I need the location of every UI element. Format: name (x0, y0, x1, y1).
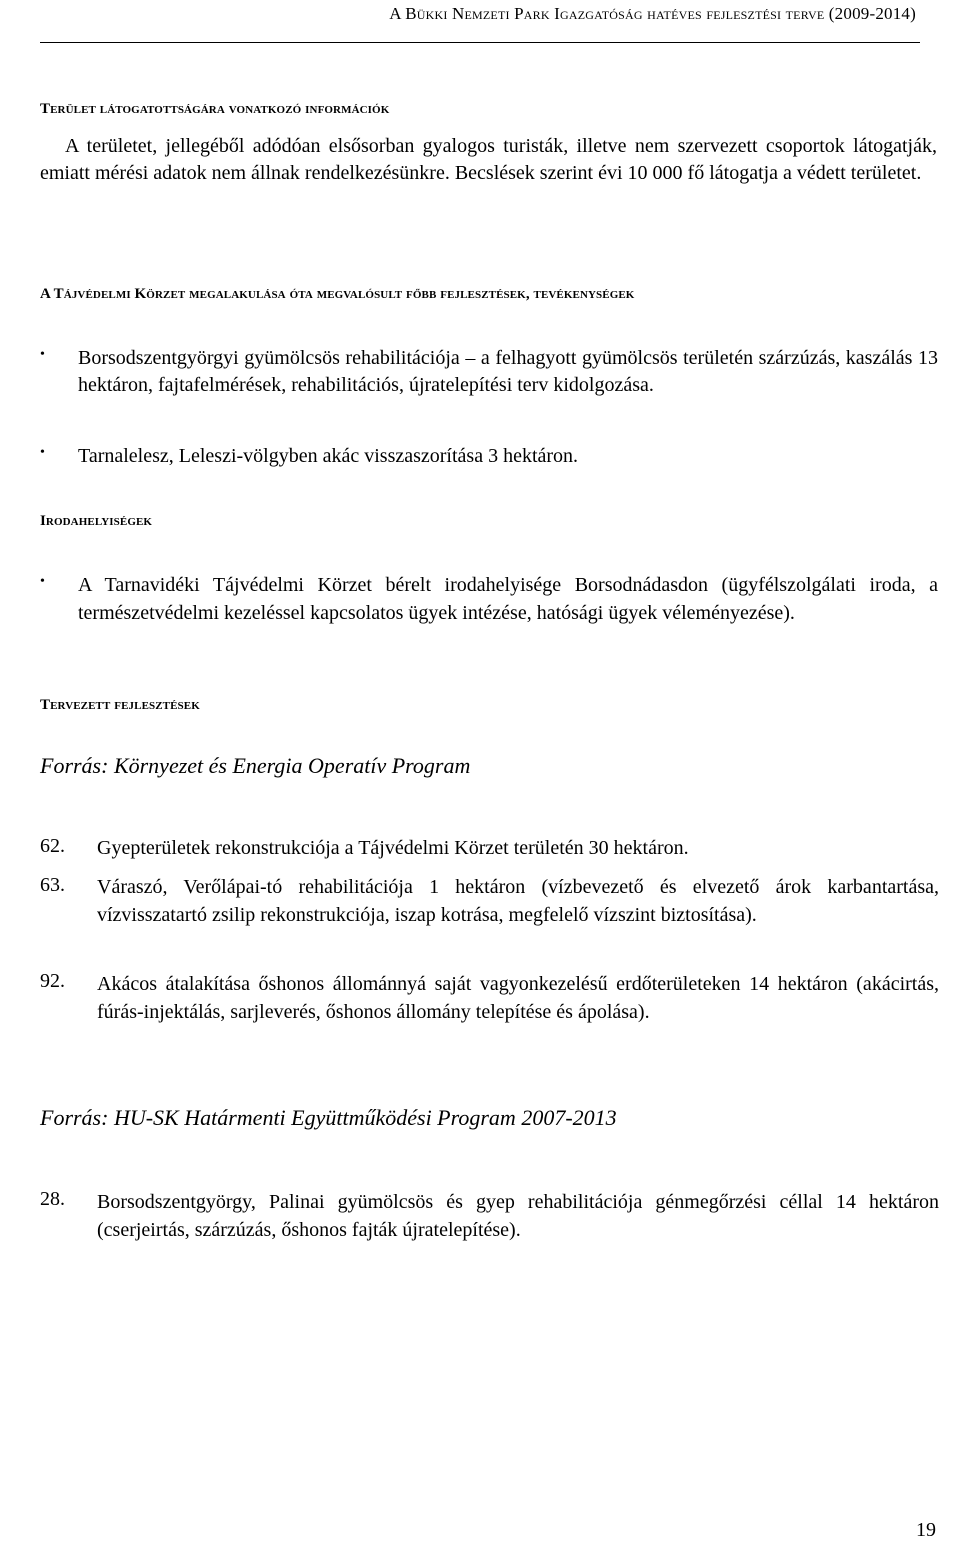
offices-heading: Irodahelyiségek (40, 513, 153, 529)
planned-item: Gyepterületek rekonstrukciója a Tájvédelmi Körzet területén 30 hektáron. (97, 837, 689, 859)
developments-heading: A Tájvédelmi Körzet megalakulása óta megvalósult főbb fejlesztések, tevékenységek (40, 286, 635, 302)
visitors-paragraph: A területet, jellegéből adódóan elsősorban gyalogos turisták, illetve nem szervezett csoportok látogatják, emiatt mérési adatok nem állnak rendelkezésünkre. Becslések szerint évi 10 000 fő látogatja a védett területet. (40, 135, 937, 184)
header-rule (40, 42, 920, 43)
bullet-icon: • (40, 445, 45, 460)
item-number: 92. (40, 970, 65, 992)
bullet-icon: • (40, 574, 45, 589)
source-label: Forrás: Környezet és Energia Operatív Program (40, 753, 471, 778)
planned-heading: Tervezett fejlesztések (40, 697, 200, 713)
bullet-icon: • (40, 347, 45, 362)
item-number: 28. (40, 1188, 65, 1210)
planned-item: Akácos átalakítása őshonos állománnyá saját vagyonkezelésű erdőterületeken 14 hektáron (akácirtás, fúrás-injektálás, sarjleverés, őshonos állomány telepítése és ápolása). (97, 973, 939, 1023)
planned-item: Borsodszentgyörgy, Palinai gyümölcsös és gyep rehabilitációja génmegőrzési céllal 14 hektáron (cserjeirtás, szárzúzás, őshonos fajták újratelepítése). (97, 1191, 939, 1241)
item-number: 63. (40, 874, 65, 896)
office-item: A Tarnavidéki Tájvédelmi Körzet bérelt irodahelyisége Borsodnádasdon (ügyfélszolgálati iroda, a természetvédelmi kezeléssel kapcsolatos ügyek intézése, hatósági ügyek véleményezése). (78, 574, 938, 624)
development-item: Tarnalelesz, Leleszi-völgyben akác visszaszorítása 3 hektáron. (78, 445, 579, 467)
item-number: 62. (40, 835, 65, 857)
source-label: Forrás: HU-SK Határmenti Együttműködési Program 2007-2013 (40, 1105, 617, 1130)
planned-item: Váraszó, Verőlápai-tó rehabilitációja 1 hektáron (vízbevezető és elvezető árok karbantartása, vízvisszatartó zsilip rekonstrukciója, iszap kotrása, megfelelő vízszint biztosítása). (97, 876, 939, 926)
development-item: Borsodszentgyörgyi gyümölcsös rehabilitációja – a felhagyott gyümölcsös területén szárzúzás, kaszálás 13 hektáron, fajtafelmérések, rehabilitációs, újratelepítési terv kidolgozása. (78, 347, 938, 396)
visitors-heading: Terület látogatottságára vonatkozó információk (40, 101, 390, 117)
running-header: A Bükki Nemzeti Park Igazgatóság hatéves fejlesztési terve (2009-2014) (389, 4, 916, 23)
page-number: 19 (916, 1519, 936, 1541)
